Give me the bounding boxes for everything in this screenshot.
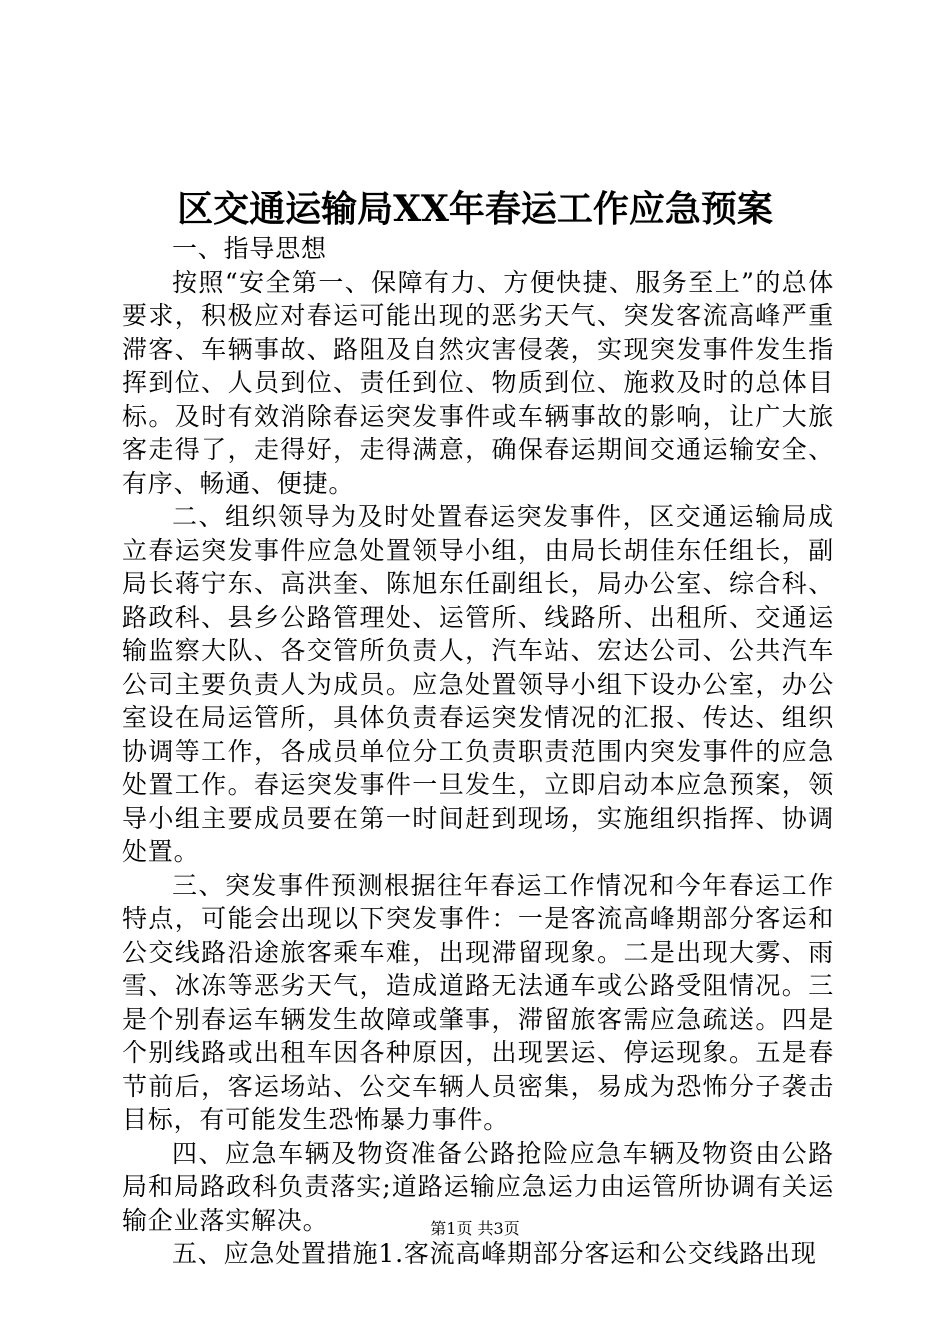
page-footer: 第1页 共3页: [430, 1219, 520, 1238]
paragraph-response-measures: 五、应急处置措施1.客流高峰期部分客运和公交线路出现: [172, 1239, 817, 1268]
paragraph-vehicle-supplies: 四、应急车辆及物资准备公路抢险应急车辆及物资由公路局和局路政科负责落实;道路运输应急运力由运管所协调有关运输企业落实解决。: [122, 1138, 834, 1235]
document-body: [122, 232, 834, 1271]
section-heading-guiding-thought: 一、指导思想: [172, 234, 327, 263]
paragraph-guiding-thought: 按照“安全第一、保障有力、方便快捷、服务至上”的总体要求，积极应对春运可能出现的恶劣天气、突发客流高峰严重滞客、车辆事故、路阻及自然灾害侵袭，实现突发事件发生指挥到位、人员到位、责任到位、物质到位、施救及时的总体目标。及时有效消除春运突发事件或车辆事故的影响，让广大旅客走得了，走得好，走得满意，确保春运期间交通运输安全、有序、畅通、便捷。: [122, 267, 834, 498]
paragraph-emergency-prediction: 三、突发事件预测根据往年春运工作情况和今年春运工作特点，可能会出现以下突发事件：一是客流高峰期部分客运和公交线路沿途旅客乘车难，出现滞留现象。二是出现大雾、雨雪、冰冻等恶劣天气，造成道路无法通车或公路受阻情况。三是个别春运车辆发生故障或肇事，滞留旅客需应急疏送。四是个别线路或出租车因各种原因，出现罢运、停运现象。五是春节前后，客运场站、公交车辆人员密集，易成为恐怖分子袭击目标，有可能发生恐怖暴力事件。: [122, 870, 834, 1134]
paragraph-organization-leadership: 二、组织领导为及时处置春运突发事件，区交通运输局成立春运突发事件应急处置领导小组，由局长胡佳东任组长，副局长蒋宁东、高洪奎、陈旭东任副组长，局办公室、综合科、路政科、县乡公路管理处、运管所、线路所、出租所、交通运输监察大队、各交管所负责人，汽车站、宏达公司、公共汽车公司主要负责人为成员。应急处置领导小组下设办公室，办公室设在局运管所，具体负责春运突发情况的汇报、传达、组织协调等工作，各成员单位分工负责职责范围内突发事件的应急处置工作。春运突发事件一旦发生，立即启动本应急预案，领导小组主要成员要在第一时间赶到现场，实施组织指挥、协调处置。: [122, 502, 834, 866]
document-title: 区交通运输局XX年春运工作应急预案: [177, 188, 773, 230]
